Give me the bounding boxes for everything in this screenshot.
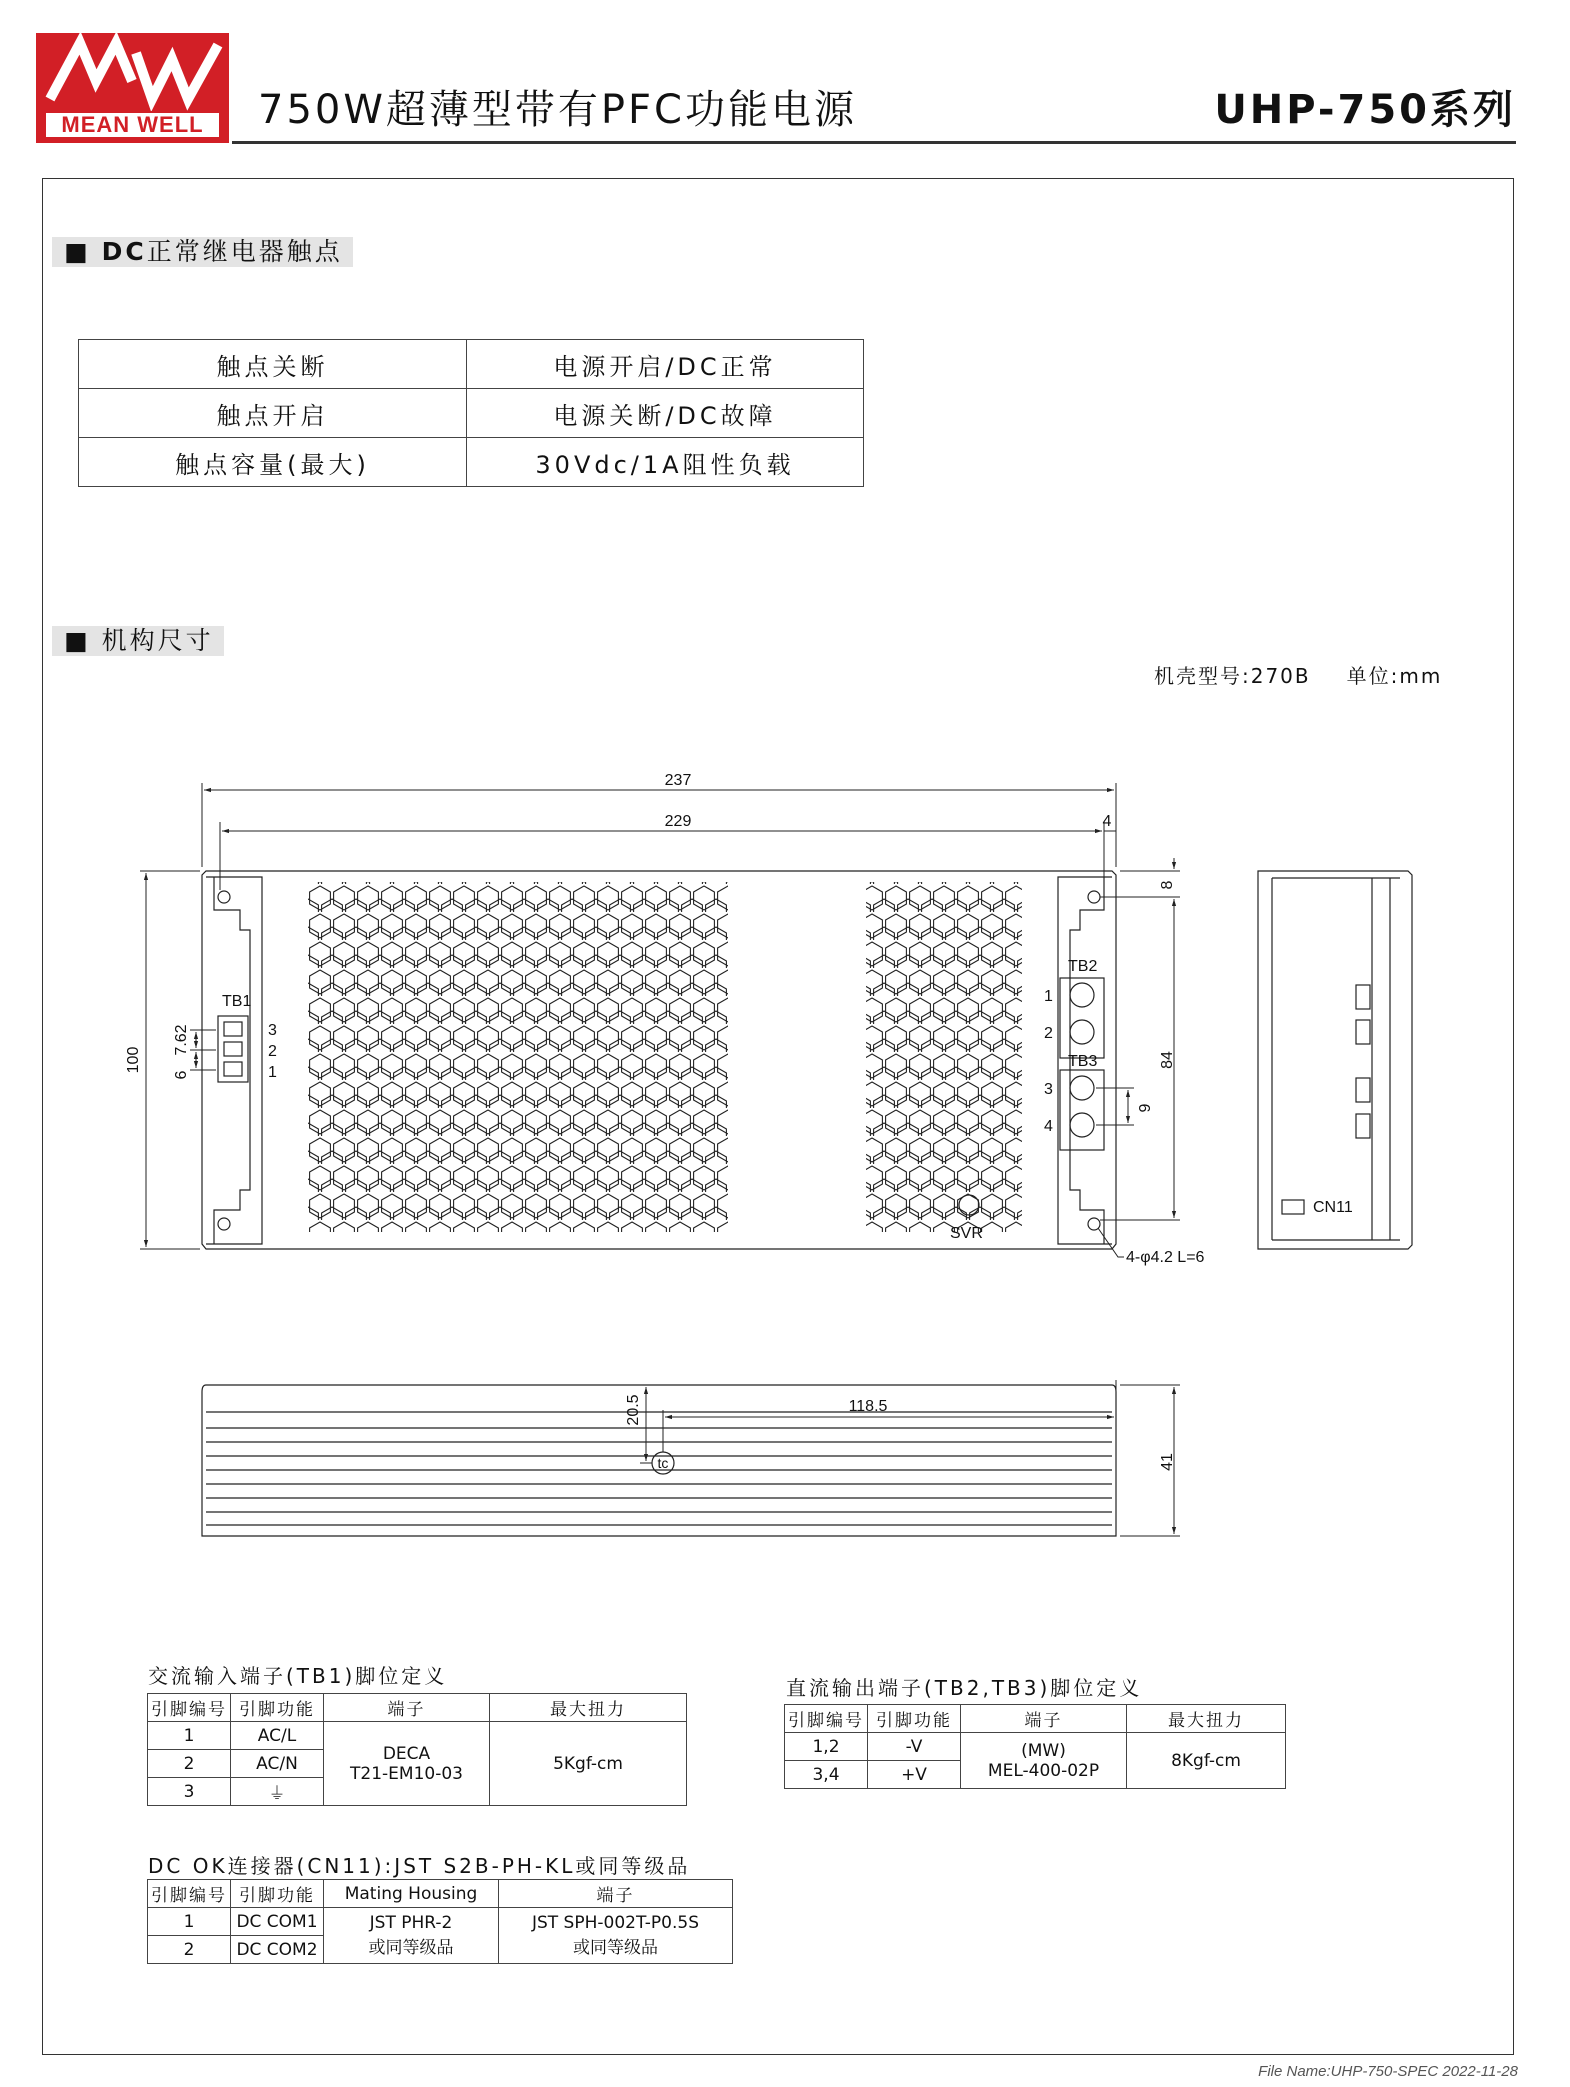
relay-cell: 30Vdc/1A阻性负载 <box>467 438 864 487</box>
pin-number: 1 <box>148 1908 231 1936</box>
front-view <box>202 1380 1180 1536</box>
dim-237: 237 <box>664 772 692 789</box>
col-header: 引脚功能 <box>231 1880 324 1908</box>
tb3-pin: 3 <box>1044 1081 1053 1098</box>
pin-number: 3 <box>148 1778 231 1806</box>
tc-label: tc <box>657 1455 669 1471</box>
table-header-row <box>148 1880 733 1908</box>
tb2-pin: 2 <box>1044 1025 1053 1042</box>
mount-hole <box>1088 891 1100 903</box>
terminal-line: JST SPH-002T-P0.5S <box>531 1913 700 1933</box>
housing-cell <box>324 1908 499 1964</box>
ground-icon: ⏚ <box>231 1778 324 1806</box>
dim-41: 41 <box>1159 1453 1176 1471</box>
tb23-caption: 直流输出端子(TB2,TB3)脚位定义 <box>786 1676 1143 1700</box>
mount-hole <box>218 891 230 903</box>
terminal-line: (MW) <box>1021 1740 1066 1761</box>
pin-function: DC COM1 <box>231 1908 324 1936</box>
section-heading-mechanical: ■ 机构尺寸 <box>52 626 224 656</box>
terminal-line: 或同等级品 <box>573 1938 658 1958</box>
section-heading-relay: ■ DC正常继电器触点 <box>52 237 353 267</box>
tb3-label: TB3 <box>1068 1053 1098 1070</box>
table-row <box>148 1722 687 1750</box>
terminal-line: T21-EM10-03 <box>350 1763 463 1784</box>
side-view <box>1258 871 1412 1249</box>
col-header: 端子 <box>961 1705 1127 1733</box>
dim-7-62: 7.62 <box>173 1024 190 1056</box>
col-header: 端子 <box>324 1694 490 1722</box>
table-row <box>785 1733 1286 1761</box>
tb2-terminal-block <box>1060 978 1104 1058</box>
dim-8: 8 <box>1159 880 1176 890</box>
cn11-caption: DC OK连接器(CN11):JST S2B-PH-KL或同等级品 <box>148 1854 691 1878</box>
dim-229: 229 <box>664 813 692 830</box>
pin-function: AC/L <box>231 1722 324 1750</box>
brand-name: MEAN WELL <box>46 113 219 137</box>
tb3-terminal-block <box>1060 1070 1104 1150</box>
relay-cell: 触点开启 <box>79 389 467 438</box>
left-endplate <box>206 877 262 1244</box>
table-header-row <box>785 1705 1286 1733</box>
col-header: Mating Housing <box>324 1880 499 1908</box>
tb3-pin: 4 <box>1044 1118 1053 1135</box>
col-header: 引脚编号 <box>785 1705 868 1733</box>
unit-label: 单位:mm <box>1346 664 1443 688</box>
terminal-line: MEL-400-02P <box>987 1760 1100 1781</box>
pin-number: 1,2 <box>785 1733 868 1761</box>
tb1-pin-table <box>147 1693 687 1806</box>
relay-cell: 触点关断 <box>79 340 467 389</box>
hole-note: 4-φ4.2 L=6 <box>1126 1249 1205 1266</box>
terminal-line: DECA <box>382 1743 431 1764</box>
housing-line: JST PHR-2 <box>369 1913 453 1933</box>
relay-cell: 电源关断/DC故障 <box>467 389 864 438</box>
cn11-label: CN11 <box>1313 1199 1353 1216</box>
tb2-pin: 1 <box>1044 988 1053 1005</box>
mount-hole <box>218 1218 230 1230</box>
dim-6: 6 <box>173 1070 190 1080</box>
terminal-cell <box>961 1733 1127 1789</box>
heading-prefix: DC <box>101 237 147 266</box>
table-row <box>148 1908 733 1936</box>
heading-text: 机构尺寸 <box>101 626 214 655</box>
dim-4: 4 <box>1102 813 1112 830</box>
torque-cell: 5Kgf-cm <box>490 1722 687 1806</box>
terminal-cell <box>499 1908 733 1964</box>
col-header: 最大扭力 <box>490 1694 687 1722</box>
pin-number: 1 <box>148 1722 231 1750</box>
document-title: 750W超薄型带有PFC功能电源 <box>258 87 857 133</box>
svr-label: SVR <box>950 1225 983 1242</box>
dim-84: 84 <box>1159 1051 1176 1069</box>
dim-118-5: 118.5 <box>848 1398 888 1415</box>
pin-function: AC/N <box>231 1750 324 1778</box>
tb23-pin-table <box>784 1704 1286 1789</box>
heading-text: 正常继电器触点 <box>146 237 343 266</box>
tb1-pin: 3 <box>268 1022 277 1039</box>
pin-number: 2 <box>148 1750 231 1778</box>
case-model: 机壳型号:270B <box>1154 664 1311 688</box>
dim-20-5: 20.5 <box>625 1394 642 1426</box>
col-header: 引脚功能 <box>231 1694 324 1722</box>
housing-line: 或同等级品 <box>368 1938 454 1958</box>
table-header-row <box>148 1694 687 1722</box>
tb1-terminal-block <box>218 1016 248 1082</box>
vent-grid-right <box>866 882 1022 1232</box>
file-name-footer: File Name:UHP-750-SPEC 2022-11-28 <box>1258 2063 1518 2080</box>
pin-function: +V <box>868 1761 961 1789</box>
relay-cell: 触点容量(最大) <box>79 438 467 487</box>
vent-grid-left <box>308 882 728 1232</box>
tb1-pin: 2 <box>268 1043 277 1060</box>
tb1-pin: 1 <box>268 1064 277 1081</box>
col-header: 引脚编号 <box>148 1880 231 1908</box>
tb2-label: TB2 <box>1068 958 1098 975</box>
pin-number: 2 <box>148 1936 231 1964</box>
dim-9: 9 <box>1137 1103 1154 1113</box>
cn11-pin-table <box>147 1879 733 1964</box>
tb1-caption: 交流输入端子(TB1)脚位定义 <box>148 1664 448 1688</box>
tb1-label: TB1 <box>222 993 252 1010</box>
torque-cell: 8Kgf-cm <box>1127 1733 1286 1789</box>
col-header: 引脚编号 <box>148 1694 231 1722</box>
pin-number: 3,4 <box>785 1761 868 1789</box>
col-header: 端子 <box>499 1880 733 1908</box>
col-header: 最大扭力 <box>1127 1705 1286 1733</box>
col-header: 引脚功能 <box>868 1705 961 1733</box>
relay-cell: 电源开启/DC正常 <box>467 340 864 389</box>
pin-function: -V <box>868 1733 961 1761</box>
dim-100: 100 <box>125 1046 142 1074</box>
series-title: UHP-750系列 <box>1214 87 1516 133</box>
terminal-cell <box>324 1722 490 1806</box>
pin-function: DC COM2 <box>231 1936 324 1964</box>
